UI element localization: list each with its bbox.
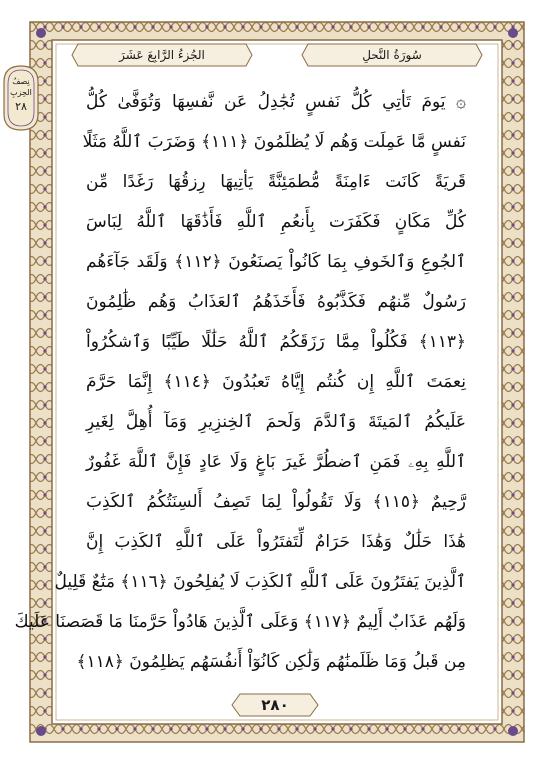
- surah-title: سُورَةُ النَّحلِ: [362, 48, 422, 62]
- verse-line: هَٰذَا حَلَٰلٌ وَهَٰذَا حَرَامٌ لِّتَفتَرُواْ عَلَى ٱللَّهِ ٱلكَذِبَ إِنَّ: [86, 532, 466, 552]
- verse-line: ٱلَّذِينَ يَفتَرُونَ عَلَى ٱللَّهِ ٱلكَذِبَ لَا يُفلِحُونَ ﴿١١٦﴾ مَتَٰعٌ قَلِيلٌ: [54, 572, 466, 592]
- verse-line: وَلَهُم عَذَابٌ أَلِيمٌ ﴿١١٧﴾ وَعَلَى ٱلَّذِينَ هَادُواْ حَرَّمنَا مَا قَصَصنَا عَلَيكَ: [14, 612, 466, 632]
- hizb-label: نِصفُ الحِزبِ: [10, 77, 32, 97]
- verse-line: ۞ يَومَ تَأتِي كُلُّ نَفسٍ تُجَٰدِلُ عَن نَّفسِهَا وَتُوَفَّىٰ كُلُّ: [86, 92, 466, 112]
- juz-title: الجُزءُ الرَّابِعَ عَشَرَ: [119, 48, 205, 62]
- verse-line: ﴿١١٣﴾ فَكُلُواْ مِمَّا رَزَقَكُمُ ٱللَّهُ حَلَٰلًا طَيِّبًا وَٱشكُرُواْ: [86, 332, 466, 352]
- verse-line: كُلِّ مَكَانٍ فَكَفَرَت بِأَنعُمِ ٱللَّهِ فَأَذَٰقَهَا ٱللَّهُ لِبَاسَ: [86, 212, 466, 232]
- verse-line: عَلَيكُمُ ٱلمَيتَةَ وَٱلدَّمَ وَلَحمَ ٱلخِنزِيرِ وَمَآ أُهِلَّ لِغَيرِ: [86, 412, 466, 432]
- verse-line: رَّحِيمٌ ﴿١١٥﴾ وَلَا تَقُولُواْ لِمَا تَصِفُ أَلسِنَتُكُمُ ٱلكَذِبَ: [86, 492, 466, 512]
- hizb-number: ٢٨: [15, 100, 27, 113]
- verse-line: نِعمَتَ ٱللَّهِ إِن كُنتُم إِيَّاهُ تَعبُدُونَ ﴿١١٤﴾ إِنَّمَا حَرَّمَ: [86, 372, 466, 392]
- hizb-marker: [3, 68, 39, 126]
- verse-line: ٱلجُوعِ وَٱلخَوفِ بِمَا كَانُواْ يَصنَعُونَ ﴿١١٢﴾ وَلَقَد جَآءَهُم: [86, 252, 466, 272]
- verse-line: نَفسٍ مَّا عَمِلَت وَهُم لَا يُظلَمُونَ ﴿١١١﴾ وَضَرَبَ ٱللَّهُ مَثَلًا: [82, 132, 466, 152]
- page-number: ٢٨٠: [261, 696, 289, 714]
- verse-line: رَسُولٌ مِّنهُم فَكَذَّبُوهُ فَأَخَذَهُمُ ٱلعَذَابُ وَهُم ظَٰلِمُونَ: [86, 292, 466, 312]
- verse-line: ٱللَّهِ بِهِۦ فَمَنِ ٱضطُرَّ غَيرَ بَاغٍ وَلَا عَادٍ فَإِنَّ ٱللَّهَ غَفُورٌ: [86, 452, 466, 472]
- verse-line: مِن قَبلُ وَمَا ظَلَمنَٰهُم وَلَٰكِن كَانُوٓاْ أَنفُسَهُم يَظلِمُونَ ﴿١١٨﴾: [76, 652, 466, 672]
- verse-line: قَريَةً كَانَت ءَامِنَةً مُّطمَئِنَّةً يَأتِيهَا رِزقُهَا رَغَدًا مِّن: [86, 172, 466, 192]
